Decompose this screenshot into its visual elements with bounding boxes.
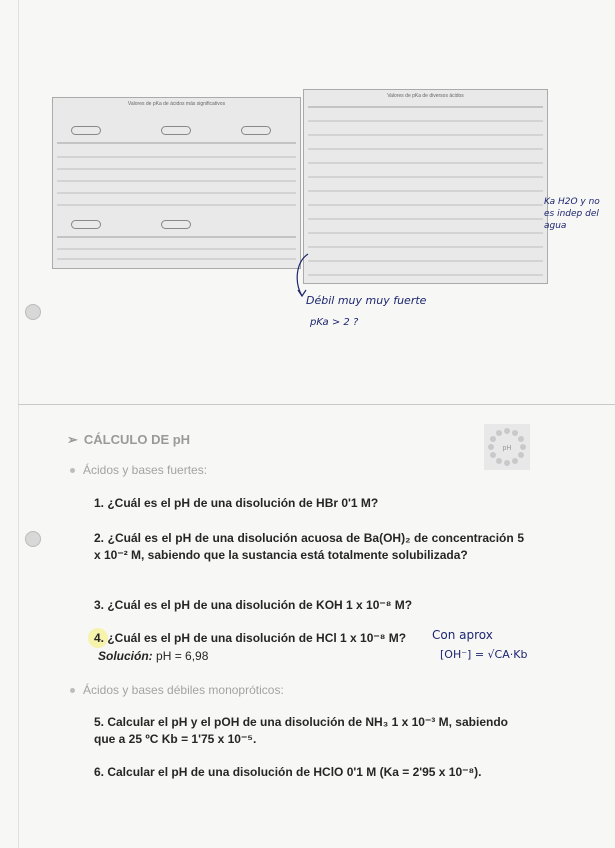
title-text: CÁLCULO DE pH xyxy=(83,432,191,447)
section-label: Ácidos y bases débiles monopróticos: xyxy=(83,683,284,697)
question-1: 1. ¿Cuál es el pH de una disolución de HBr 0'1 M? xyxy=(94,496,379,510)
table-rule xyxy=(57,180,296,182)
handwritten-note-q4-line1: Con aprox xyxy=(432,628,493,642)
table-rule xyxy=(308,176,543,178)
table-rule xyxy=(308,274,543,276)
table-pill xyxy=(161,220,191,229)
table-rule xyxy=(57,156,296,158)
pka-table-left xyxy=(52,97,301,269)
table-rule xyxy=(308,246,543,248)
section-strong xyxy=(70,463,207,477)
table-rule xyxy=(308,134,543,136)
handwritten-note-right: Ka H2O y no es indep del agua xyxy=(544,197,600,231)
bullet-icon xyxy=(70,688,75,693)
table-rule xyxy=(57,142,296,144)
table-pill xyxy=(71,220,101,229)
table-rule xyxy=(308,232,543,234)
table-rule xyxy=(57,192,296,194)
handwritten-note-q4-line2: [OH⁻] = √CA·Kb xyxy=(440,648,528,661)
table-left-title: Valores de pKa de ácidos más significativos xyxy=(127,101,226,107)
question-2: 2. ¿Cuál es el pH de una disolución acuosa de Ba(OH)₂ de concentración 5 x 10⁻² M, sabiendo que la sustancia está totalmente solubilizada? xyxy=(94,531,524,562)
handwritten-note-bottom: Débil muy muy fuerte xyxy=(306,294,427,307)
section-weak xyxy=(70,683,284,697)
section-label: Ácidos y bases fuertes: xyxy=(83,463,208,477)
table-rule xyxy=(308,218,543,220)
handwritten-note-bottom2: pKa > 2 ? xyxy=(310,317,359,328)
table-rule xyxy=(308,106,543,108)
page-edge xyxy=(18,0,19,848)
table-rule xyxy=(57,236,296,238)
table-pill xyxy=(161,126,191,135)
solution-label: Solución: xyxy=(98,649,153,663)
bullet-arrow-icon: ➢ xyxy=(67,432,78,447)
table-pill xyxy=(241,126,271,135)
pka-table-right xyxy=(303,89,548,284)
question-6: 6. Calcular el pH de una disolución de HClO 0'1 M (Ka = 2'95 x 10⁻⁸). xyxy=(94,765,482,779)
table-rule xyxy=(308,148,543,150)
page-divider xyxy=(18,404,615,405)
table-rule xyxy=(308,120,543,122)
table-rule xyxy=(57,248,296,250)
ph-scale-logo xyxy=(484,424,530,470)
table-rule xyxy=(308,190,543,192)
question-5: 5. Calcular el pH y el pOH de una disolución de NH₃ 1 x 10⁻³ M, sabiendo que a 25 ºC Kb = 1'75 x 10⁻⁵. xyxy=(94,715,508,746)
punch-hole xyxy=(25,304,41,320)
solution-value: pH = 6,98 xyxy=(156,649,209,663)
logo-text: pH xyxy=(502,445,512,452)
punch-hole xyxy=(25,531,41,547)
table-rule xyxy=(57,204,296,206)
table-rule xyxy=(308,204,543,206)
question-4: 4. ¿Cuál es el pH de una disolución de HCl 1 x 10⁻⁸ M? xyxy=(94,631,407,645)
table-rule xyxy=(57,168,296,170)
question-3: 3. ¿Cuál es el pH de una disolución de KOH 1 x 10⁻⁸ M? xyxy=(94,598,413,612)
table-right-title: Valores de pKa de diversos ácidos xyxy=(387,93,464,99)
table-pill xyxy=(71,126,101,135)
solution xyxy=(98,649,208,663)
table-rule xyxy=(308,162,543,164)
page-title xyxy=(67,432,190,448)
table-rule xyxy=(57,258,296,260)
bullet-icon xyxy=(70,468,75,473)
table-rule xyxy=(308,260,543,262)
